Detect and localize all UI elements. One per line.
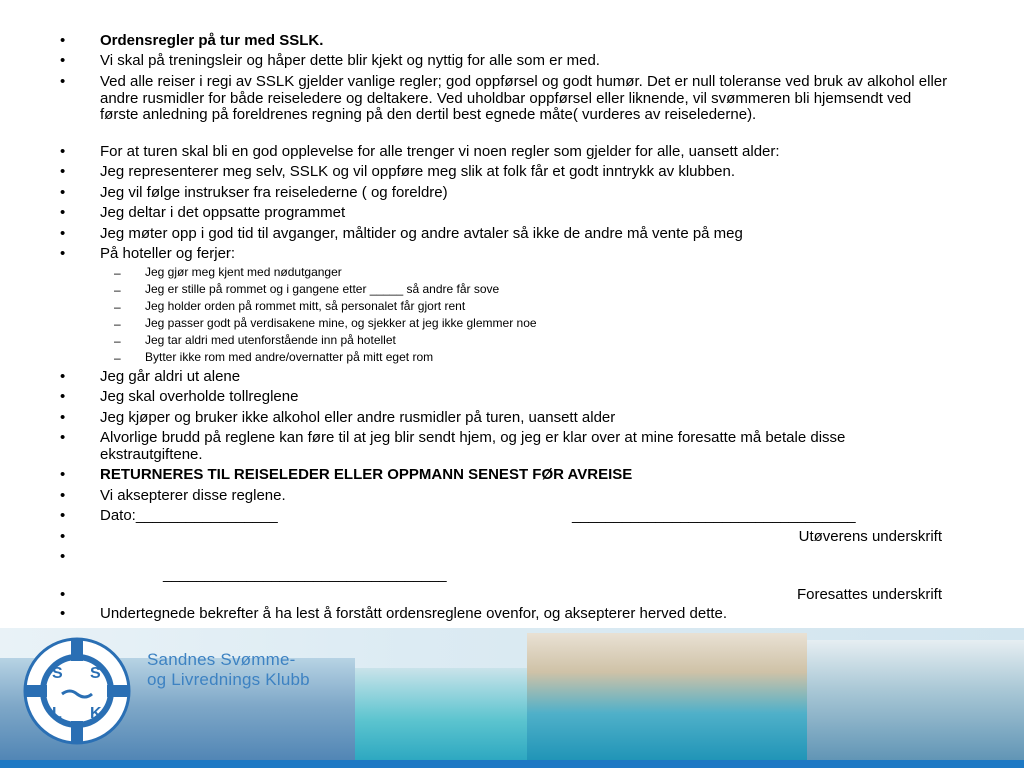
dash: – xyxy=(114,317,121,331)
rule-text: Jeg deltar i det oppsatte programmet xyxy=(100,204,346,221)
bullet: • xyxy=(60,528,66,545)
bullet: • xyxy=(60,429,66,446)
bullet: • xyxy=(60,32,66,49)
sub-rule-text: Jeg tar aldri med utenforstående inn på hotellet xyxy=(145,333,396,347)
dash: – xyxy=(114,266,121,280)
dash: – xyxy=(114,300,121,314)
dash: – xyxy=(114,334,121,348)
sub-rule-text: Jeg gjør meg kjent med nødutganger xyxy=(145,265,342,279)
sub-rule-text: Bytter ikke rom med andre/overnatter på mitt eget rom xyxy=(145,350,434,364)
svg-text:S: S xyxy=(90,665,101,682)
club-name-line-1: Sandnes Svømme- xyxy=(147,650,296,669)
rule-text: For at turen skal bli en god opplevelse for alle trenger vi noen regler som gjelder for alle, uansett alder: xyxy=(100,143,780,160)
bullet: • xyxy=(60,548,66,565)
bullet: • xyxy=(60,368,66,385)
pool-photo xyxy=(355,668,527,763)
athlete-signature-line[interactable]: __________________________________ xyxy=(572,507,856,524)
butterfly-swimmer-photo xyxy=(807,640,1024,763)
rule-text: Jeg går aldri ut alene xyxy=(100,368,241,385)
guardian-signature-label: Foresattes underskrift xyxy=(796,586,942,603)
date-field[interactable]: Dato:_________________ xyxy=(100,507,278,524)
bullet: • xyxy=(60,163,66,180)
rule-text: Alvorlige brudd på reglene kan føre til at jeg blir sendt hjem, og jeg er klar over at mine foresatte må betale disse ekstrautgiftene. xyxy=(100,429,846,463)
sub-rule-text: Jeg passer godt på verdisakene mine, og sjekker at jeg ikke glemmer noe xyxy=(145,316,537,330)
bullet: • xyxy=(60,586,66,603)
rule-text: Jeg møter opp i god tid til avganger, måltider og andre avtaler så ikke de andre må vente på meg xyxy=(100,225,743,242)
bullet: • xyxy=(60,184,66,201)
rule-text: Jeg skal overholde tollreglene xyxy=(100,388,299,405)
club-name-line-2: og Livrednings Klubb xyxy=(147,670,310,689)
return-notice: RETURNERES TIL REISELEDER ELLER OPPMANN SENEST FØR AVREISE xyxy=(100,466,633,483)
bullet: • xyxy=(60,245,66,262)
intro-text: Vi skal på treningsleir og håper dette blir kjekt og nyttig for alle som er med. xyxy=(100,52,600,69)
svg-text:S: S xyxy=(52,665,63,682)
club-name xyxy=(147,650,310,690)
dash: – xyxy=(114,351,121,365)
sub-rule-text: Jeg holder orden på rommet mitt, så personalet får gjort rent xyxy=(145,299,466,313)
bullet: • xyxy=(60,388,66,405)
bottom-accent-strip xyxy=(0,760,1024,768)
document-title: Ordensregler på tur med SSLK. xyxy=(100,32,324,49)
rule-text: Ved alle reiser i regi av SSLK gjelder vanlige regler; god oppførsel og godt humør. Det er null toleranse ved bruk av alkohol eller andre rusmidler for både reiseledere og deltakere. Ved uholdbar oppførsel eller liknende, vil svømmeren bli hjemsendt ved første anledning på foreldrenes regning på den dertil best egnede måte( vurderes av reiselederne). xyxy=(100,73,948,123)
svg-text:K: K xyxy=(90,705,102,722)
bullet: • xyxy=(60,225,66,242)
bullet: • xyxy=(60,409,66,426)
confirmation-text: Undertegnede bekrefter å ha lest å forstått ordensreglene ovenfor, og aksepterer herved dette. xyxy=(100,605,728,622)
rule-text: Jeg representerer meg selv, SSLK og vil oppføre meg slik at folk får et godt inntrykk av klubben. xyxy=(100,163,736,180)
bullet: • xyxy=(60,204,66,221)
bullet: • xyxy=(60,52,66,69)
athlete-signature-label: Utøverens underskrift xyxy=(798,528,942,545)
dash: – xyxy=(114,283,121,297)
dive-photo xyxy=(527,633,807,763)
sub-rule-text: Jeg er stille på rommet og i gangene etter _____ så andre får sove xyxy=(145,282,500,296)
bullet: • xyxy=(60,507,66,524)
guardian-signature-line[interactable]: __________________________________ xyxy=(163,566,447,583)
bullet: • xyxy=(60,605,66,622)
footer-banner xyxy=(0,628,1024,768)
bullet: • xyxy=(60,466,66,483)
rule-text: Jeg vil følge instrukser fra reiselederne ( og foreldre) xyxy=(100,184,448,201)
bullet: • xyxy=(60,143,66,160)
rule-text: Jeg kjøper og bruker ikke alkohol eller andre rusmidler på turen, uansett alder xyxy=(100,409,616,426)
rule-text: På hoteller og ferjer: xyxy=(100,245,236,262)
bullet: • xyxy=(60,487,66,504)
bullet: • xyxy=(60,73,66,90)
sslk-logo-icon xyxy=(22,636,132,746)
acceptance-text: Vi aksepterer disse reglene. xyxy=(100,487,286,504)
svg-text:L: L xyxy=(52,705,62,722)
